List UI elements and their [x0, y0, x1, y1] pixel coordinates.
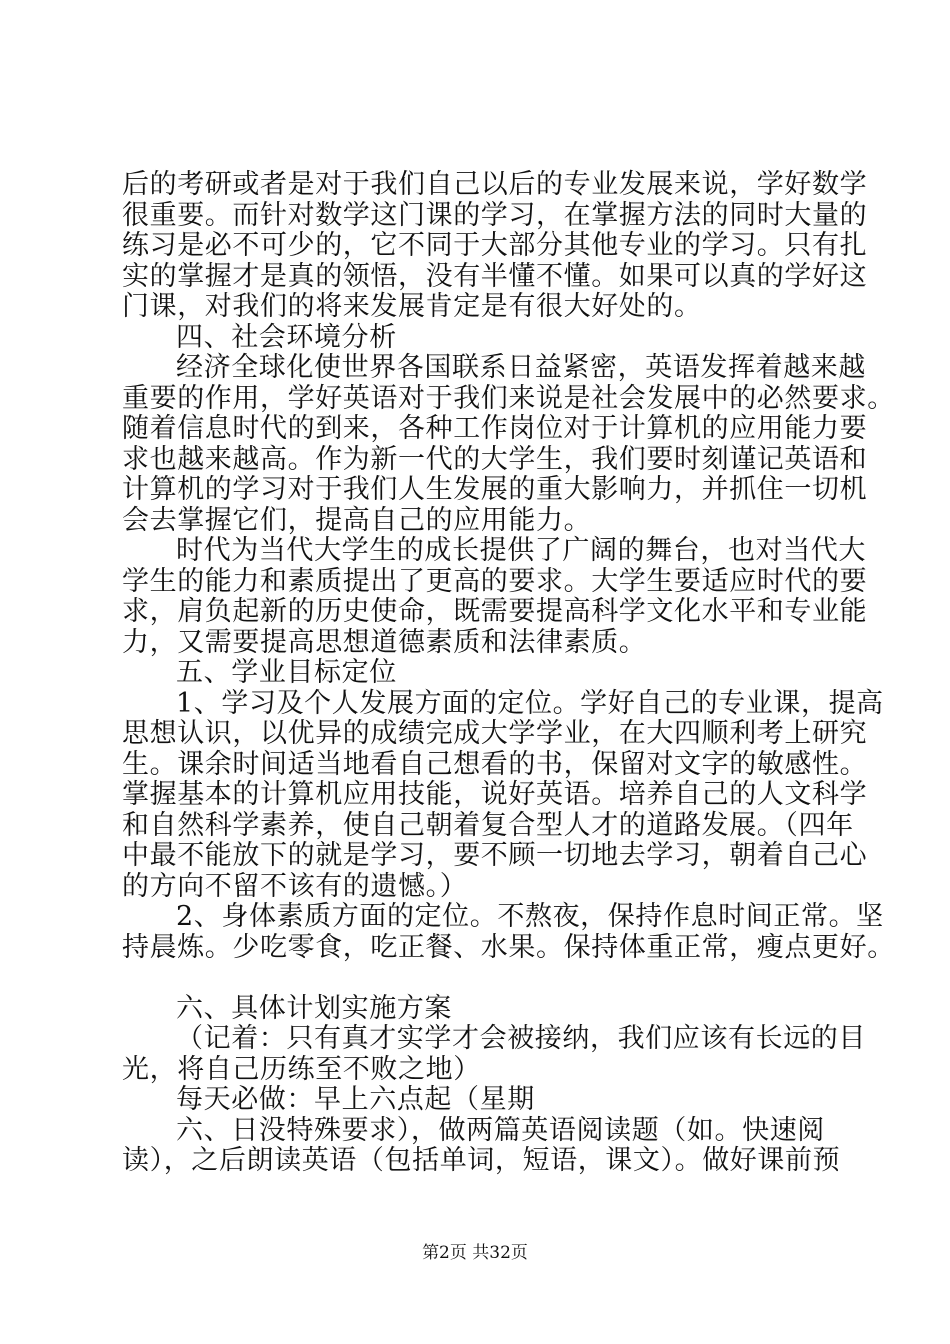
- text-line: 持晨炼。少吃零食，吃正餐、水果。保持体重正常，瘦点更好。: [122, 931, 895, 963]
- text-line: 1、学习及个人发展方面的定位。学好自己的专业课，提高: [176, 687, 884, 719]
- text-line: 会去掌握它们，提高自己的应用能力。: [122, 504, 592, 536]
- text-line: 掌握基本的计算机应用技能，说好英语。培养自己的人文科学: [122, 779, 868, 810]
- text-line: 后的考研或者是对于我们自己以后的专业发展来说，学好数学: [122, 169, 868, 200]
- page-footer: 第2页 共32页: [422, 1243, 528, 1263]
- text-line: （记着：只有真才实学才会被接纳，我们应该有长远的目: [176, 1023, 866, 1054]
- text-line: 读），之后朗读英语（包括单词，短语，课文）。做好课前预: [122, 1145, 841, 1176]
- text-line: 中最不能放下的就是学习，要不顾一切地去学习，朝着自己心: [122, 840, 868, 871]
- text-line: 经济全球化使世界各国联系日益紧密，英语发挥着越来越: [176, 352, 866, 383]
- text-line: 计算机的学习对于我们人生发展的重大影响力，并抓住一切机: [122, 474, 868, 505]
- text-line: 很重要。而针对数学这门课的学习，在掌握方法的同时大量的: [122, 199, 868, 231]
- text-line: 时代为当代大学生的成长提供了广阔的舞台，也对当代大: [176, 535, 866, 566]
- text-line: 光，将自己历练至不败之地）: [122, 1053, 481, 1085]
- section-heading: 六、具体计划实施方案: [176, 992, 452, 1024]
- text-line: 求也越来越高。作为新一代的大学生，我们要时刻谨记英语和: [122, 443, 868, 475]
- text-line: 门课，对我们的将来发展肯定是有很大好处的。: [122, 291, 702, 322]
- text-line: 的方向不留不该有的遗憾。）: [122, 870, 468, 902]
- text-line: 六、日没特殊要求），做两篇英语阅读题（如。快速阅: [176, 1114, 825, 1146]
- text-line: 求，肩负起新的历史使命，既需要提高科学文化水平和专业能: [122, 596, 868, 627]
- blank-line: [122, 963, 842, 994]
- text-line: 练习是必不可少的，它不同于大部分其他专业的学习。只有扎: [122, 230, 868, 261]
- text-line: 力，又需要提高思想道德素质和法律素质。: [122, 626, 647, 658]
- text-line: 和自然科学素养，使自己朝着复合型人才的道路发展。（四年: [122, 809, 854, 841]
- text-line: 随着信息时代的到来，各种工作岗位对于计算机的应用能力要: [122, 413, 868, 444]
- text-line: 2、身体素质方面的定位。不熬夜，保持作息时间正常。坚: [176, 901, 884, 932]
- text-line: 每天必做：早上六点起（星期: [176, 1084, 535, 1115]
- text-line: 学生的能力和素质提出了更高的要求。大学生要适应时代的要: [122, 565, 868, 597]
- text-line: 重要的作用，学好英语对于我们来说是社会发展中的必然要求。: [122, 382, 895, 414]
- section-heading: 五、学业目标定位: [176, 657, 397, 688]
- section-heading: 四、社会环境分析: [176, 321, 397, 353]
- body-text: [122, 169, 895, 1177]
- text-line: 思想认识，以优异的成绩完成大学学业，在大四顺利考上研究: [122, 718, 868, 749]
- text-line: 实的掌握才是真的领悟，没有半懂不懂。如果可以真的学好这: [122, 260, 868, 292]
- text-line: 生。课余时间适当地看自己想看的书，保留对文字的敏感性。: [122, 748, 868, 780]
